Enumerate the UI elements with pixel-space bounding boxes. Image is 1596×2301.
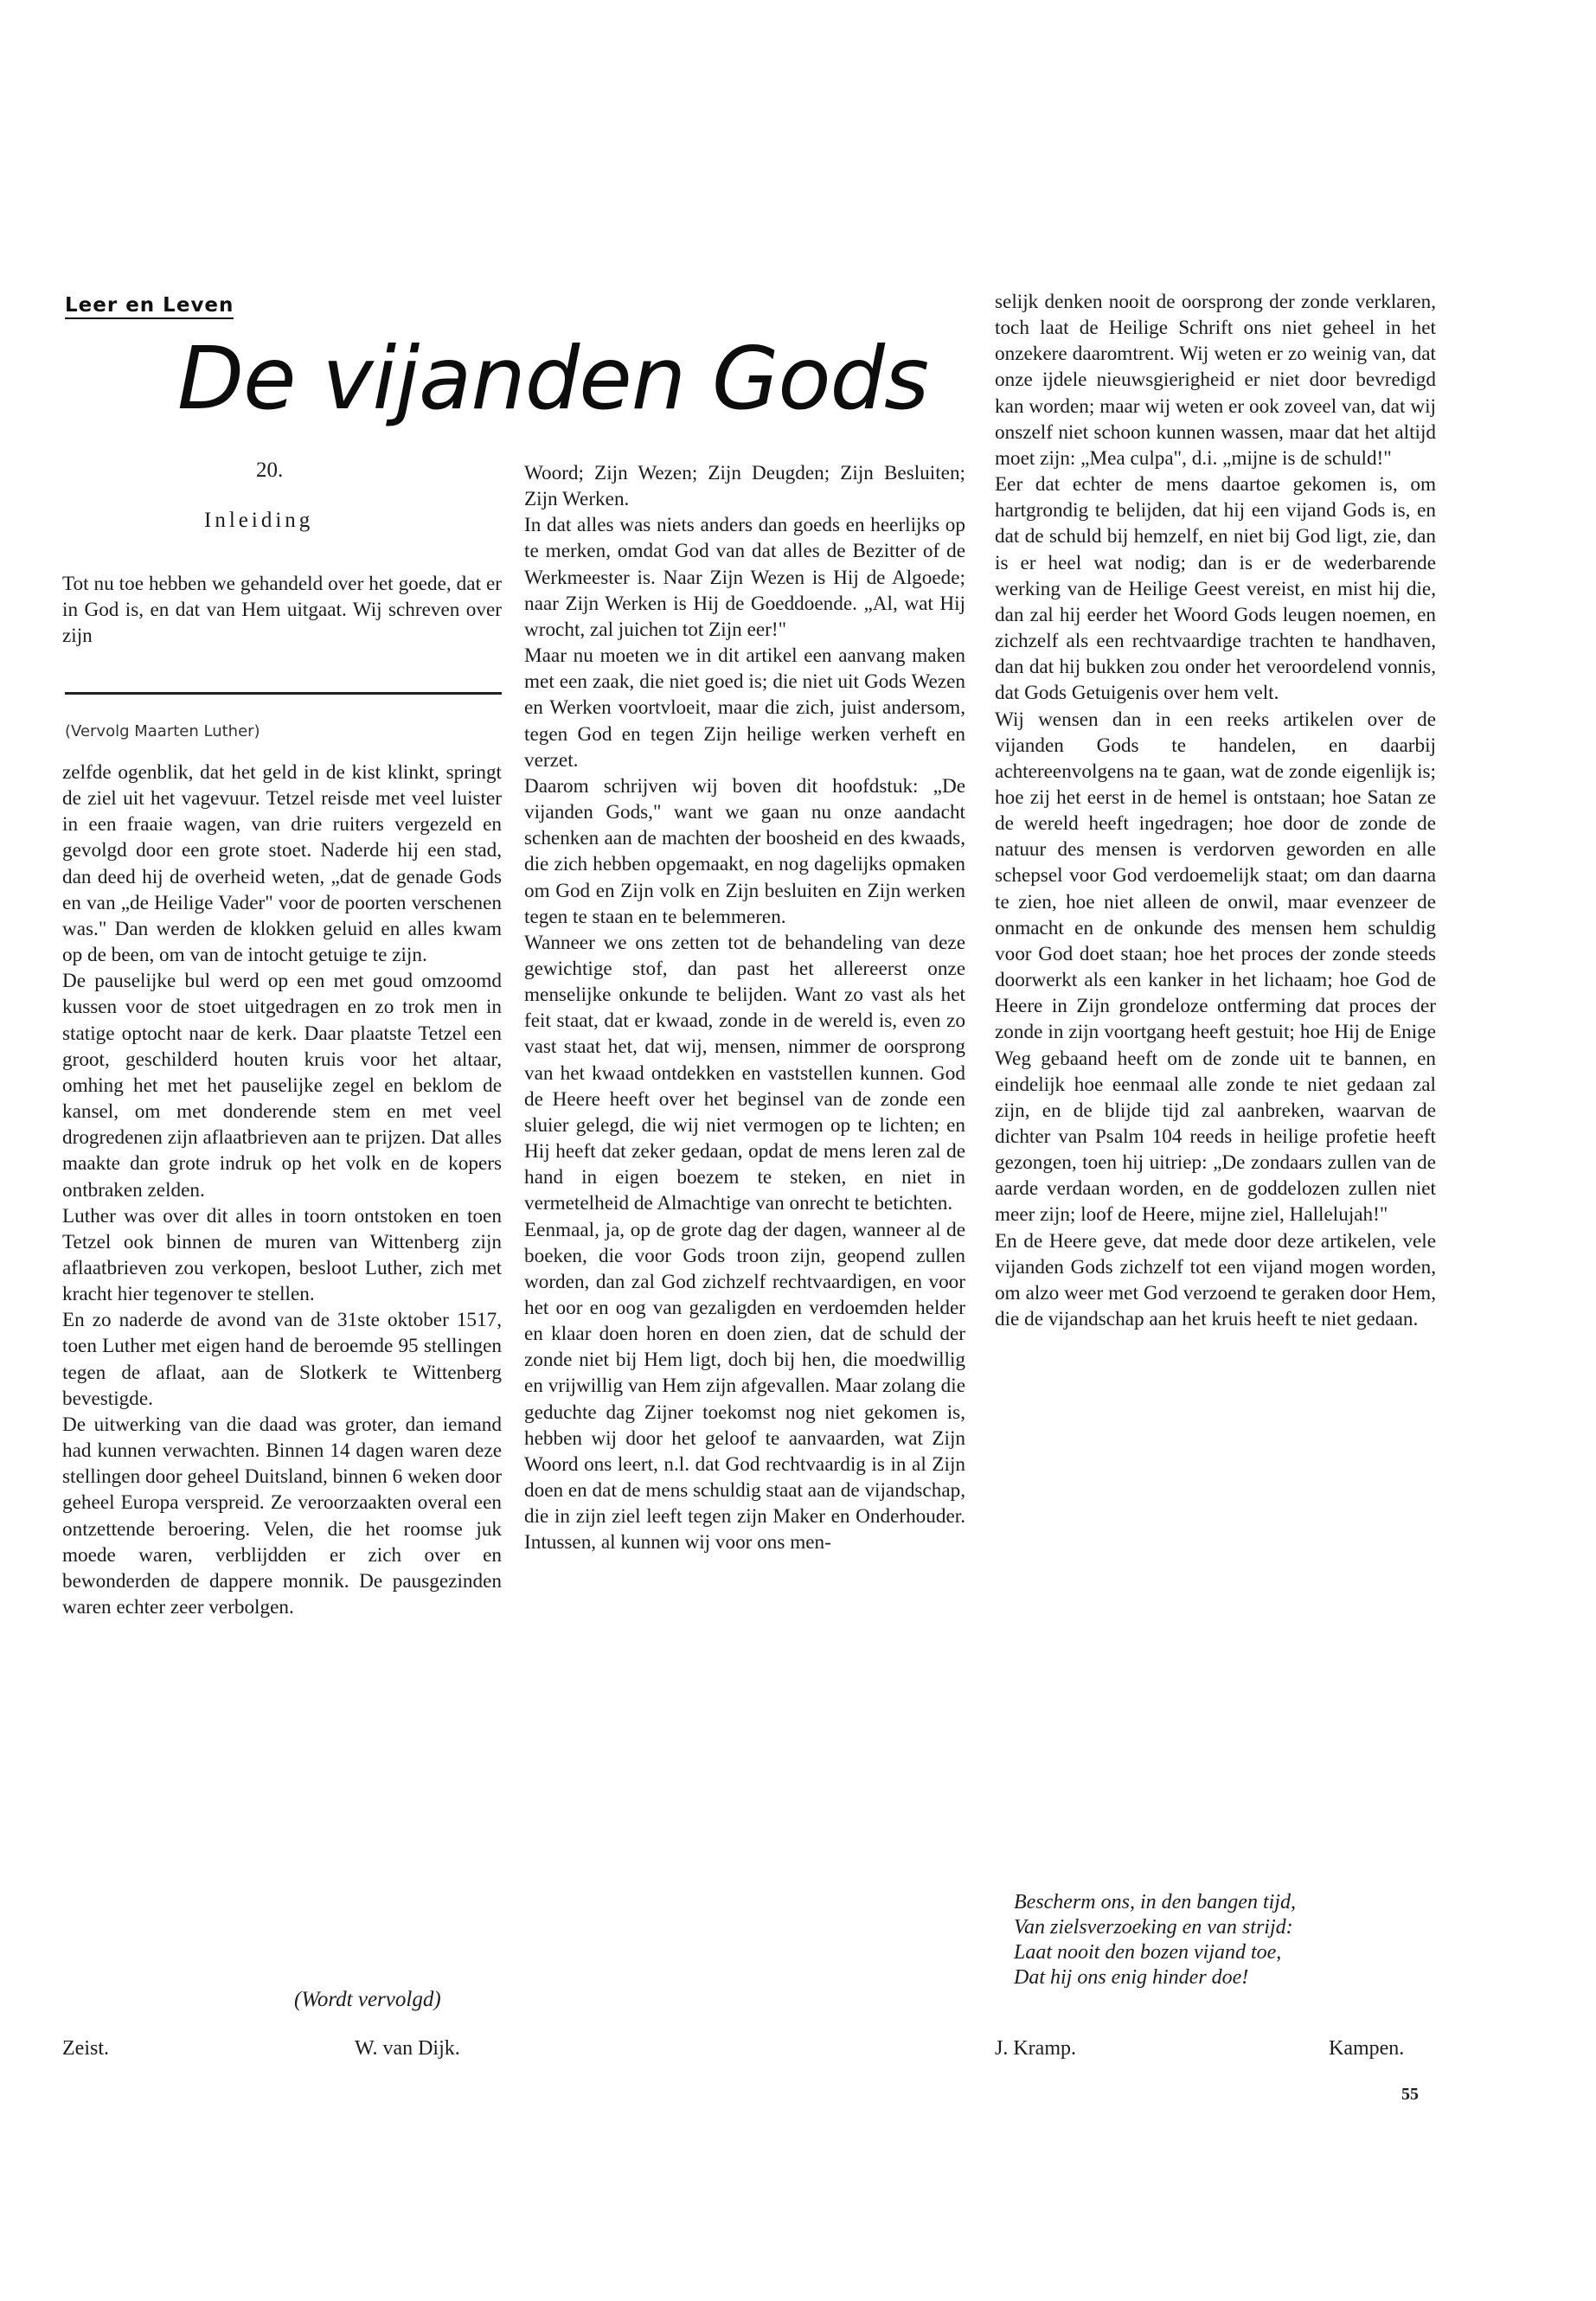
intro-paragraph: Tot nu toe hebben we gehandeld over het goede, dat er in God is, en dat van Hem uitgaat. Wij schreven over zijn bbox=[62, 573, 502, 648]
article-intro bbox=[62, 571, 502, 649]
luther-place: Zeist. bbox=[62, 2037, 109, 2060]
article-paragraph: Woord; Zijn Wezen; Zijn Deugden; Zijn Besluiten; Zijn Werken. bbox=[524, 462, 965, 511]
luther-paragraph: En zo naderde de avond van de 31ste oktober 1517, toen Luther met eigen hand de beroemde 95 stellingen tegen de aflaat, aan de Slotkerk te Wittenberg bevestigde. bbox=[62, 1309, 502, 1410]
rubric-label: Leer en Leven bbox=[65, 294, 234, 319]
luther-author: W. van Dijk. bbox=[355, 2037, 460, 2060]
divider bbox=[65, 692, 502, 695]
article-title: De vijanden Gods bbox=[177, 328, 929, 429]
article-paragraph: Daarom schrijven wij boven dit hoofdstuk: „De vijanden Gods," want we gaan nu onze aandacht schenken aan de machten der boosheid en des kwaads, die zich hebben opgemaakt, en nog dagelijks opmaken om God en Zijn volk en Zijn besluiten en Zijn werken tegen te staan en te belemmeren. bbox=[524, 774, 965, 928]
closing-verse bbox=[1014, 1890, 1446, 1990]
article-place: Kampen. bbox=[1329, 2037, 1405, 2060]
article-column-2 bbox=[524, 460, 965, 1556]
luther-paragraph: zelfde ogenblik, dat het geld in de kist klinkt, springt de ziel uit het vagevuur. Tetzel reisde met veel luister in een fraaie wagen, van drie ruiters vergezeld en gevolgd door een grote stoet. Naderde hij een stad, dan deed hij de overheid weten, „dat de genade Gods en van „de Heilige Vader" voor de poorten verschenen was." Dan werden de klokken geluid en alles kwam op de been, om van de intocht getuige te zijn. bbox=[62, 761, 502, 967]
luther-paragraph: Luther was over dit alles in toorn ontstoken en toen Tetzel ook binnen de muren van Wittenberg zijn aflaatbrieven zou verkopen, besloot Luther, zich met kracht hier tegenover te stellen. bbox=[62, 1204, 502, 1306]
luther-paragraph: De uitwerking van die daad was groter, dan iemand had kunnen verwachten. Binnen 14 dagen waren deze stellingen door geheel Duitsland, binnen 6 weken door geheel Europa verspreid. Ze veroorzaakten overal een ontzettende beroering. Velen, die het roomse juk moede waren, verblijdden er zich over en bewonderden de dappere monnik. De pausgezinden waren echter zeer verbolgen. bbox=[62, 1413, 502, 1618]
section-heading: Inleiding bbox=[204, 509, 314, 532]
verse-line: Van zielsverzoeking en van strijd: bbox=[1014, 1916, 1293, 1939]
article-paragraph: selijk denken nooit de oorsprong der zonde verklaren, toch laat de Heilige Schrift ons niet geheel in het onzekere daaromtrent. Wij weten er zo weinig van, dat onze ijdele nieuwsgierigheid er niet door bevredigd kan worden; maar wij weten er ook zoveel van, dat wij onszelf niet schoon kunnen wassen, maar dat het altijd moet zijn: „Mea culpa", d.i. „mijne is de schuld!" bbox=[995, 291, 1436, 470]
article-paragraph: Eenmaal, ja, op de grote dag der dagen, wanneer al de boeken, die voor Gods troon zijn, geopend zullen worden, dan zal God zichzelf rechtvaardigen, en voor het oor en oog van gezaligden en verdoemden helder en klaar doen horen en doen zien, dat de schuld der zonde niet bij Hem ligt, doch bij hen, die moedwillig en vrijwillig van Hem zijn afgevallen. Maar zolang die geduchte dag Zijner toekomst nog niet gekomen is, hebben wij door het geloof te aanvaarden, wat Zijn Woord ons leert, n.l. dat God rechtvaardig is in al Zijn doen en dat de mens schuldig staat aan de vijandschap, die in zijn ziel leeft tegen zijn Maker en Onderhouder. Intussen, al kunnen wij voor ons men- bbox=[524, 1218, 965, 1554]
article-paragraph: Maar nu moeten we in dit artikel een aanvang maken met een zaak, die niet goed is; die niet uit Gods Wezen en Werken voortvloeit, maar die zich, juist andersom, tegen God en tegen Zijn heilige werken verheft en verzet. bbox=[524, 644, 965, 772]
verse-line: Dat hij ons enig hinder doe! bbox=[1014, 1966, 1249, 1989]
article-author: J. Kramp. bbox=[995, 2037, 1076, 2060]
luther-column bbox=[62, 760, 502, 1620]
article-column-3 bbox=[995, 289, 1436, 1332]
article-paragraph: Wij wensen dan in een reeks artikelen over de vijanden Gods te handelen, en daarbij achtereenvolgens na te gaan, wat de zonde eigenlijk is; hoe zij het eerst in de hemel is ontstaan; hoe Satan ze de wereld heeft ingedragen; hoe door de zonde de natuur des mensen is verdorven geworden en alle schepsel voor God verdoemelijk staat; om dan daarna te zien, hoe niet alleen de onwil, maar evenzeer de onmacht en de onkunde des mensen hem schuldig voor God doet staan; hoe het proces der zonde steeds doorwerkt als een kanker in het lichaam; hoe God de Heere in Zijn grondeloze ontferming dat proces der zonde in zijn voortgang heeft gestuit; hoe Hij de Enige Weg gebaand heeft om de zonde uit te bannen, en eindelijk hoe eenmaal alle zonde te niet gedaan zal zijn, en de blijde tijd zal aanbreken, waarvan de dichter van Psalm 104 reeds in heilige profetie heeft gezongen, toen hij uitriep: „De zondaars zullen van de aarde verdaan worden, en de goddelozen zullen niet meer zijn; loof de Heere, mijne ziel, Hallelujah!" bbox=[995, 708, 1436, 1227]
article-paragraph: In dat alles was niets anders dan goeds en heerlijks op te merken, omdat God van dat alles de Bezitter of de Werkmeester is. Naar Zijn Wezen is Hij de Algoede; naar Zijn Werken is Hij de Goeddoende. „Al, wat Hij wrocht, zal juichen tot Zijn eer!" bbox=[524, 514, 965, 641]
article-paragraph: Eer dat echter de mens daartoe gekomen is, om hartgrondig te belijden, dat hij een vijand Gods is, en dat de schuld bij hemzelf, en niet bij God ligt, zie, dan is er heel wat nodig; dan is er de wederbarende werking van de Heilige Geest vereist, en mist hij die, dan zal hij eerder het Woord Gods leugen noemen, en zichzelf als een rechtvaardige trachten te handhaven, dan dat hij bukken zou onder het veroordelend vonnis, dat Gods Getuigenis over hem velt. bbox=[995, 473, 1436, 705]
article-number: 20. bbox=[256, 458, 284, 482]
article-paragraph: Wanneer we ons zetten tot de behandeling van deze gewichtige stof, dan past het allereerst onze menselijke onkunde te belijden. Want zo vast als het feit staat, dat er kwaad, zonde in de wereld is, even zo vast staat het, dat wij, mensen, nimmer de oorsprong van het kwaad ontdekken en vaststellen kunnen. God de Heere heeft over het beginsel van de zonde een sluier gelegd, die wij niet vermogen op te lichten; en Hij heeft dat zeker gedaan, opdat de mens leren zal de hand in eigen boezem te steken, en niet in vermetelheid de Almachtige van onrecht te betichten. bbox=[524, 931, 965, 1215]
continued-note: (Wordt vervolgd) bbox=[294, 1988, 441, 2011]
verse-line: Bescherm ons, in den bangen tijd, bbox=[1014, 1891, 1296, 1913]
verse-line: Laat nooit den bozen vijand toe, bbox=[1014, 1941, 1282, 1964]
luther-paragraph: De pauselijke bul werd op een met goud omzoomd kussen voor de stoet uitgedragen en zo trok men in statige optocht naar de kerk. Daar plaatste Tetzel een groot, geschilderd houten kruis voor het altaar, omhing het met het pauselijke zegel en beklom de kansel, om met donderende stem en met veel drogredenen zijn aflaatbrieven aan te prijzen. Dat alles maakte dan grote indruk op het volk en de kopers ontbraken zelden. bbox=[62, 970, 502, 1202]
page-number: 55 bbox=[1401, 2085, 1419, 2104]
luther-source-label: (Vervolg Maarten Luther) bbox=[65, 722, 260, 740]
article-paragraph: En de Heere geve, dat mede door deze artikelen, vele vijanden Gods zichzelf tot een vijand mogen worden, om alzo weer met God verzoend te geraken door Hem, die de vijandschap aan het kruis heeft te niet gedaan. bbox=[995, 1229, 1436, 1331]
